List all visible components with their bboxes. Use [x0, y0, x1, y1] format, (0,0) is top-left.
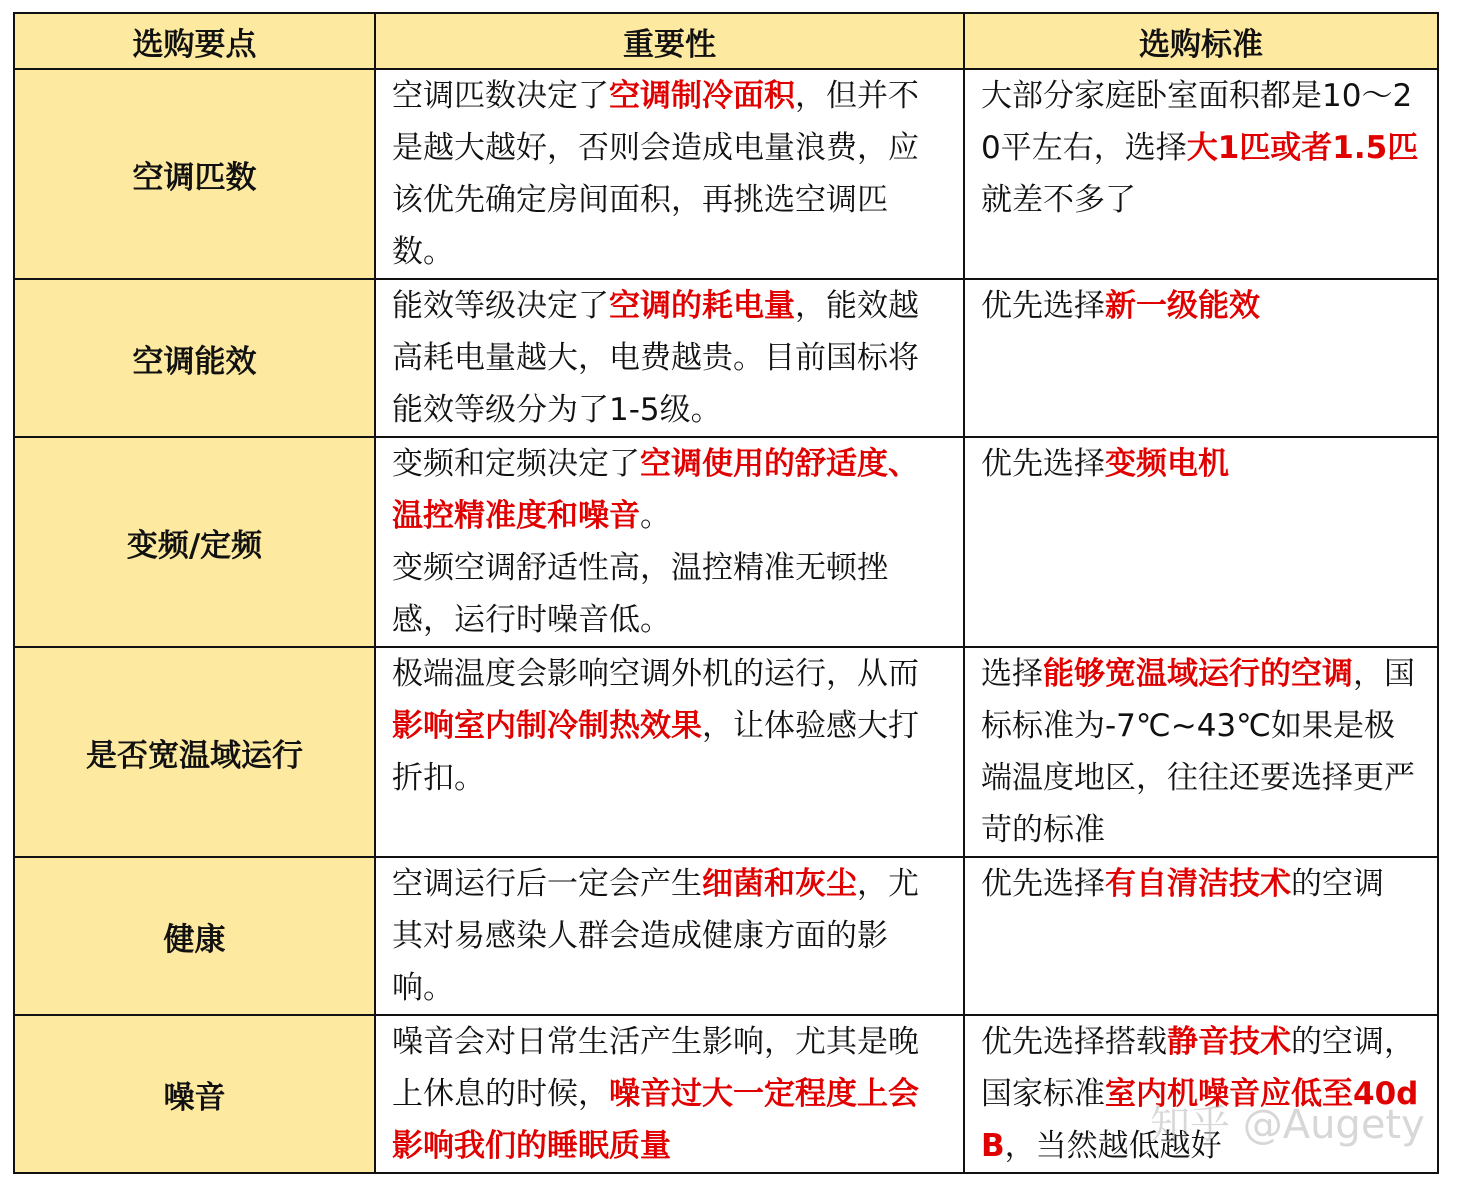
- highlight-text: 影响室内制冷制热效果: [392, 708, 702, 744]
- row-key: 空调能效: [14, 279, 375, 437]
- body-text: 空调运行后一定会产生: [392, 866, 702, 902]
- highlight-text: 细菌和灰尘: [702, 866, 857, 902]
- body-text: 变频空调舒适性高，温控精准无顿挫感，运行时噪音低。: [392, 550, 888, 638]
- row-importance: [375, 437, 964, 647]
- highlight-text: 变频电机: [1105, 446, 1229, 482]
- row-importance: [375, 647, 964, 857]
- row-standard: [964, 279, 1438, 437]
- row-key: 是否宽温域运行: [14, 647, 375, 857]
- row-key: 变频/定频: [14, 437, 375, 647]
- body-text: 优先选择: [981, 446, 1105, 482]
- body-text: ，但并不是越大越好，否则会造成电量浪费，应该优先确定房间面积，再挑选空调匹数。: [392, 78, 919, 270]
- highlight-text: 空调的耗电量: [609, 288, 795, 324]
- highlight-text: 新一级能效: [1105, 288, 1260, 324]
- row-standard: [964, 69, 1438, 279]
- body-text: 的空调: [1291, 866, 1384, 902]
- table-row: [14, 647, 1438, 857]
- row-key: 健康: [14, 857, 375, 1015]
- body-text: ，当然越低越好: [1004, 1128, 1222, 1164]
- zhihu-watermark: 知乎 @Augety: [1150, 1102, 1425, 1148]
- body-text: 就差不多了: [981, 182, 1136, 218]
- highlight-text: 空调使用的舒适度、温控精准度和噪音: [392, 446, 919, 534]
- body-text: ，国标标准为-7℃~43℃如果是极端温度地区，往往还要选择更严苛的标准: [981, 656, 1415, 848]
- row-importance: [375, 857, 964, 1015]
- table-row: [14, 69, 1438, 279]
- row-standard: [964, 857, 1438, 1015]
- body-text: 大部分家庭卧室面积都是10～20平左右，选择: [981, 78, 1413, 166]
- row-standard: [964, 1015, 1438, 1173]
- highlight-text: 室内机噪音应低至40dB: [981, 1076, 1419, 1164]
- header-buying-standard: 选购标准: [964, 13, 1438, 69]
- body-text: 极端温度会影响空调外机的运行，从而: [392, 656, 919, 692]
- body-text: 噪音会对日常生活产生影响，尤其是晚上休息的时候，: [392, 1024, 919, 1112]
- row-key: 空调匹数: [14, 69, 375, 279]
- body-text: 变频和定频决定了: [392, 446, 640, 482]
- body-text: 。: [640, 498, 671, 534]
- table-header-row: [14, 13, 1438, 69]
- comparison-table-wrapper: [13, 12, 1439, 1174]
- highlight-text: 大1匹或者1.5匹: [1186, 130, 1419, 166]
- body-text: 优先选择搭载: [981, 1024, 1167, 1060]
- body-text: 选择: [981, 656, 1043, 692]
- body-text: ，让体验感大打折扣。: [392, 708, 919, 796]
- body-text: ，尤其对易感染人群会造成健康方面的影响。: [392, 866, 919, 1006]
- row-key: 噪音: [14, 1015, 375, 1173]
- table-row: [14, 857, 1438, 1015]
- body-text: 的空调，国家标准: [981, 1024, 1415, 1112]
- body-text: 空调匹数决定了: [392, 78, 609, 114]
- body-text: 能效等级决定了: [392, 288, 609, 324]
- body-text: 优先选择: [981, 288, 1105, 324]
- highlight-text: 有自清洁技术: [1105, 866, 1291, 902]
- row-importance: [375, 279, 964, 437]
- highlight-text: 空调制冷面积: [609, 78, 795, 114]
- row-standard: [964, 437, 1438, 647]
- row-standard: [964, 647, 1438, 857]
- body-text: 优先选择: [981, 866, 1105, 902]
- body-text: ，能效越高耗电量越大，电费越贵。目前国标将能效等级分为了1-5级。: [392, 288, 919, 428]
- highlight-text: 噪音过大一定程度上会影响我们的睡眠质量: [392, 1076, 919, 1164]
- header-buying-point: 选购要点: [14, 13, 375, 69]
- table-row: [14, 437, 1438, 647]
- ac-buying-guide-table: [13, 12, 1439, 1174]
- highlight-text: 静音技术: [1167, 1024, 1291, 1060]
- row-importance: [375, 69, 964, 279]
- header-importance: 重要性: [375, 13, 964, 69]
- highlight-text: 能够宽温域运行的空调: [1043, 656, 1353, 692]
- table-row: [14, 279, 1438, 437]
- table-row: [14, 1015, 1438, 1173]
- row-importance: [375, 1015, 964, 1173]
